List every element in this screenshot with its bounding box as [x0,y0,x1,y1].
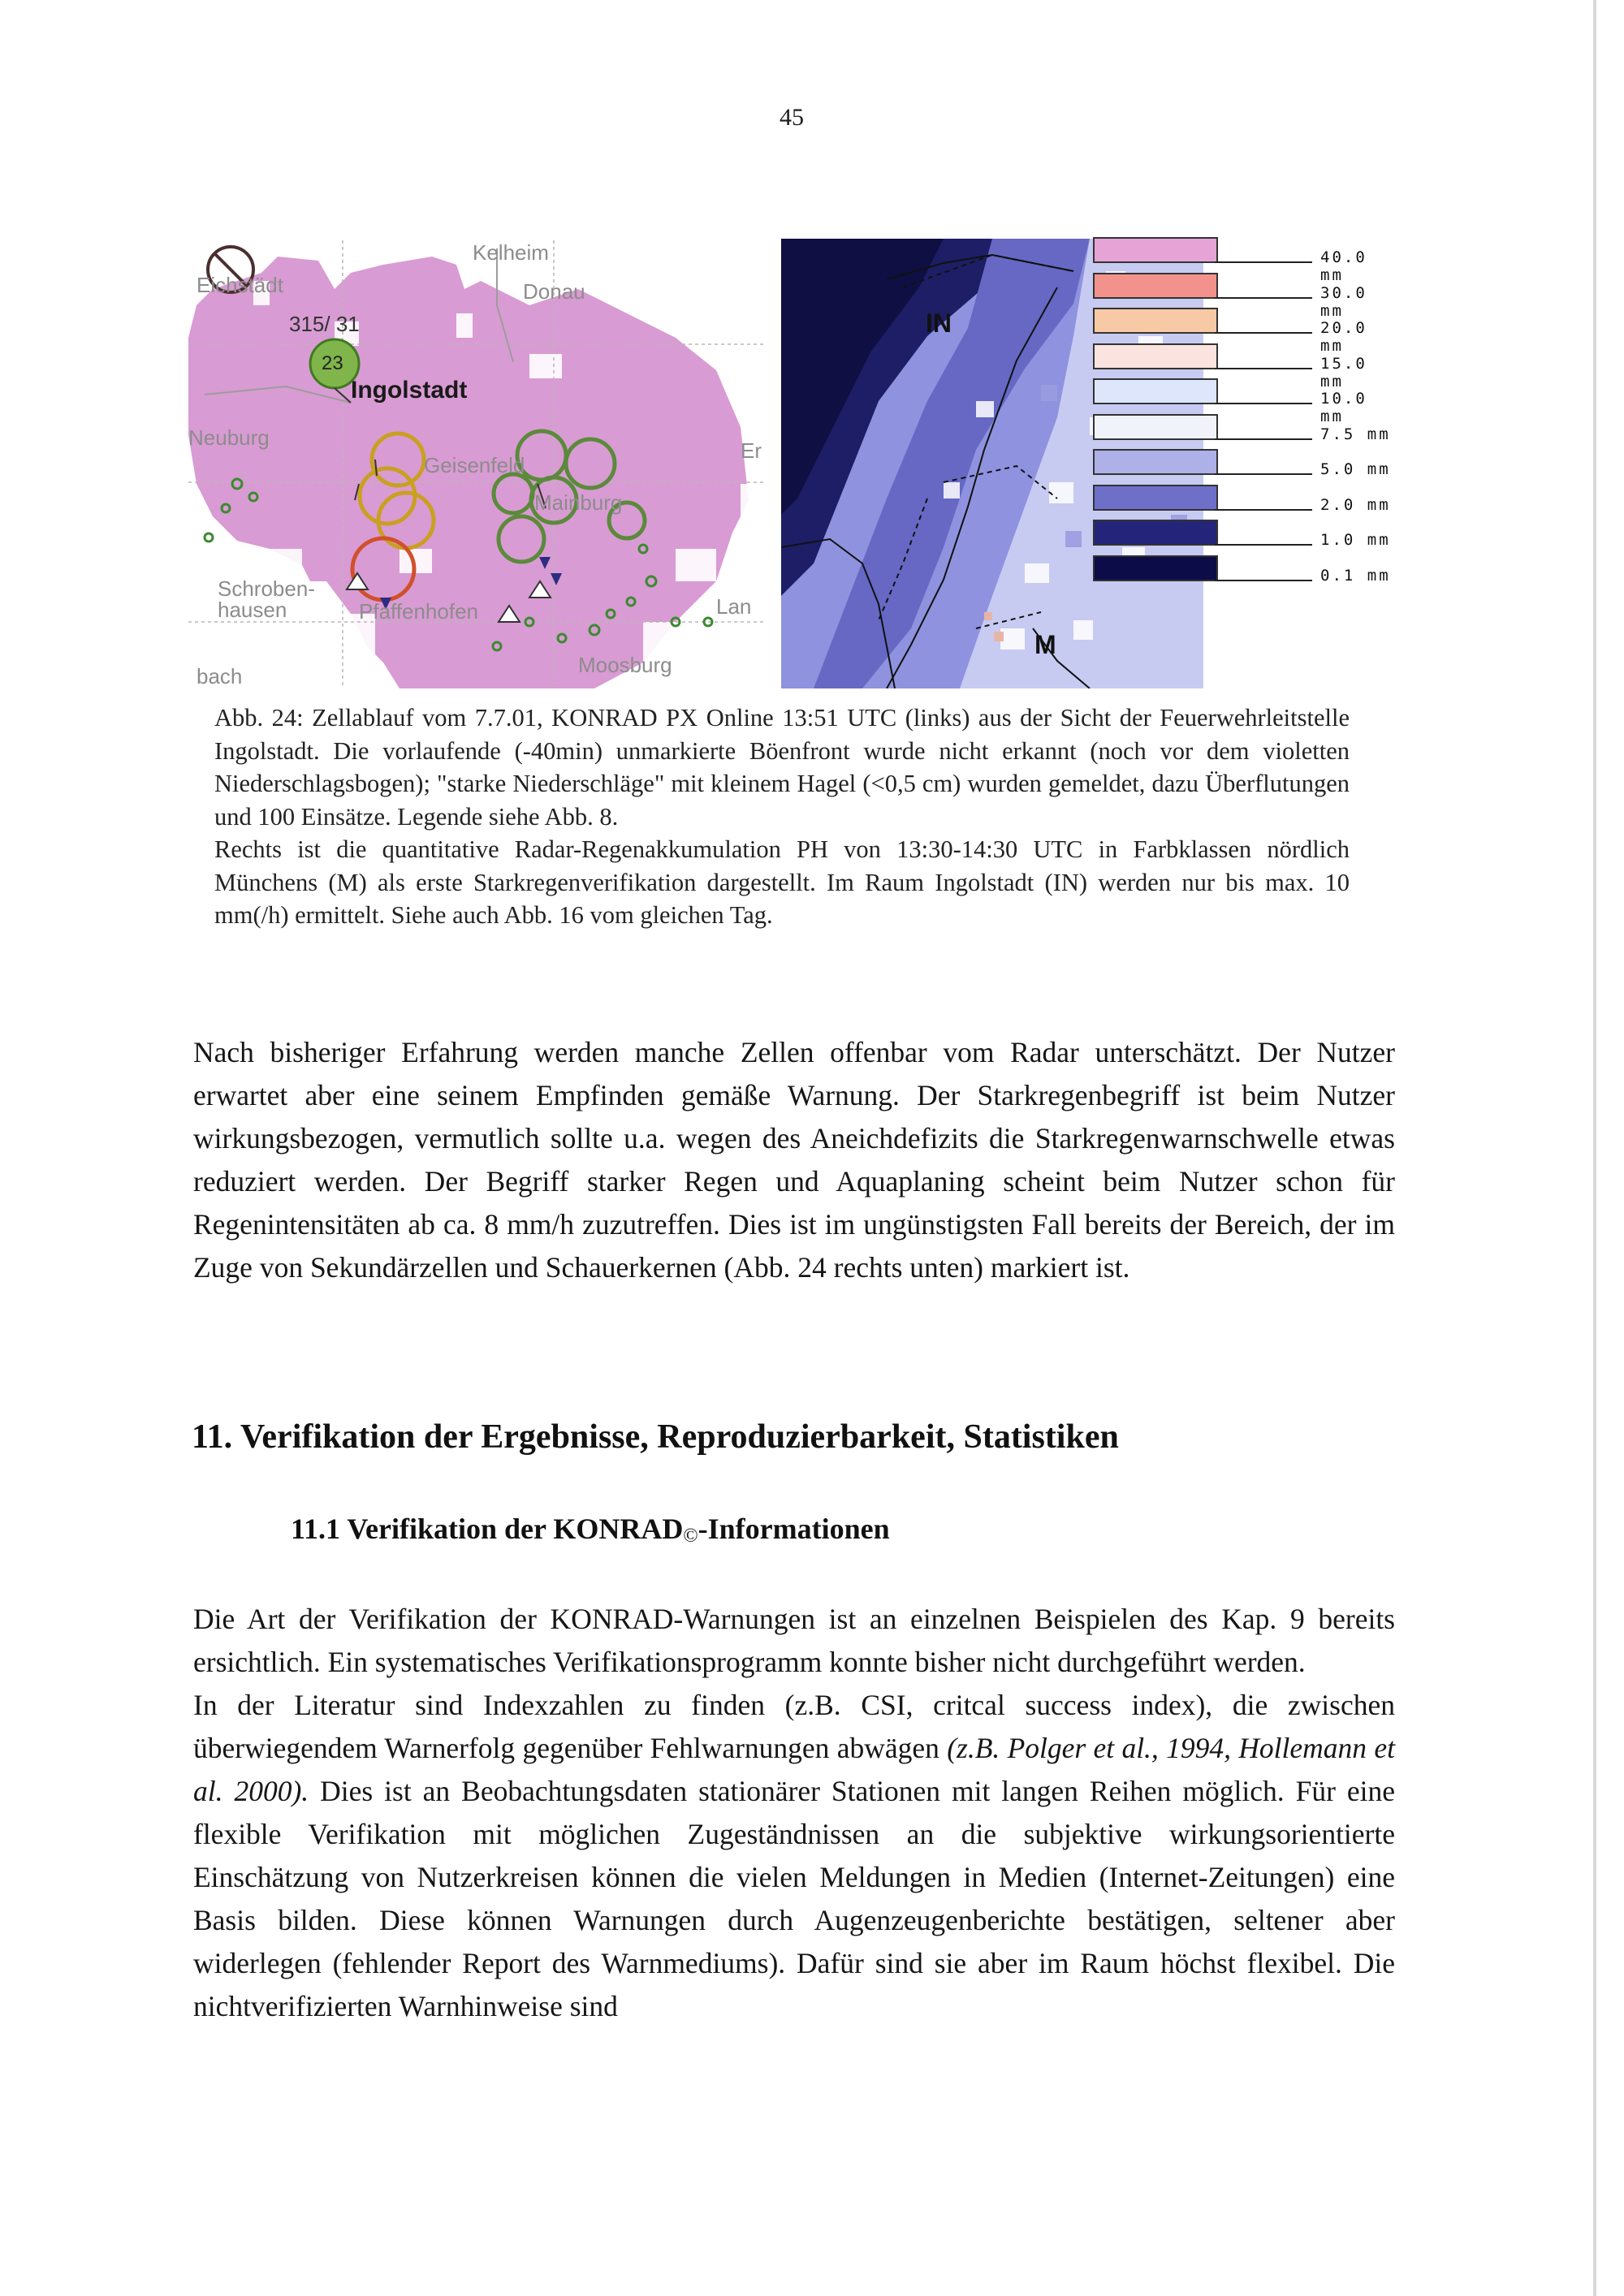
legend-label: 5.0 mm [1320,460,1391,478]
legend-label: 15.0 mm [1320,354,1367,391]
section-heading [192,1418,1119,1457]
label-mainburg: Mainburg [534,490,623,515]
label-schrobenhausen-1: Schroben- [218,576,315,601]
legend-leader-line [1215,473,1312,475]
legend-leader-line [1215,580,1312,581]
legend-swatch [1093,520,1218,546]
caption-paragraph-2: Rechts ist die quantitative Radar-Regenakkumulation PH von 13:30-14:30 UTC in Farbklassen nördlich Münchens (M) als erste Starkregenverifikation dargestellt. Im Raum Ingolstadt (IN) werden nur bis max. 10 mm(/h) ermittelt. Siehe auch Abb. 16 vom gleichen Tag. [214,835,1350,929]
body-paragraph-2-block [193,1598,1395,2028]
legend-swatch [1093,414,1218,440]
label-schrobenhausen-2: hausen [218,598,287,622]
legend-label: 2.0 mm [1320,495,1391,514]
legend-swatch [1093,485,1218,511]
legend-leader-line [1215,403,1312,404]
legend-swatch [1093,308,1218,334]
legend-leader-line [1215,261,1312,263]
legend-label: 20.0 mm [1320,319,1367,355]
legend-label: 10.0 mm [1320,390,1367,425]
section-title: Verifikation der Ergebnisse, Reproduzierbarkeit, Statistiken [240,1418,1119,1456]
legend-label: 0.1 mm [1320,566,1391,585]
legend-swatch [1093,555,1218,581]
section-number: 11. [192,1418,233,1456]
label-bach: bach [197,664,243,688]
body-paragraph-1-block [193,1031,1395,1289]
body-paragraph-1: Nach bisheriger Erfahrung werden manche Zellen offenbar vom Radar unterschätzt. Der Nutzer erwartet aber eine seinem Empfinden gemäße Warnung. Der Starkregenbegriff ist beim Nutzer wirkungsbezogen, vermutlich sollte u.a. wegen des Aneichdefizits die Starkregenwarnschwelle etwas reduziert werden. Der Begriff starker Regen und Aquaplaning scheint beim Nutzer schon für Regenintensitäten ab ca. 8 mm/h zuzutreffen. Dies ist im ungünstigsten Fall bereits der Bereich, der im Zuge von Sekundärzellen und Schauerkernen (Abb. 24 rechts unten) markiert ist. [193,1036,1395,1284]
subsection-heading [291,1512,890,1547]
label-ingolstadt: Ingolstadt [351,377,468,404]
label-neuburg: Neuburg [188,425,270,450]
label-donau: Donau [523,279,585,304]
subsection-title-prefix: 11.1 Verifikation der KONRAD [291,1513,684,1545]
label-cell-number: 23 [322,352,343,374]
konrad-cell-map [188,240,765,688]
figure-caption [214,701,1350,932]
body-paragraph-2: Die Art der Verifikation der KONRAD-Warnungen ist an einzelnen Beispielen des Kap. 9 bereits ersichtlich. Ein systematisches Verifikationsprogramm konnte bisher nicht durchgeführt werden. [193,1603,1395,1678]
legend-leader-line [1215,438,1312,440]
paragraph-3-end: Dies ist an Beobachtungsdaten stationärer Stationen mit langen Reihen möglich. Für eine flexible Verifikation mit möglichen Zugeständnissen an die subjektive wirkungsorientierte Einschätzung von Nutzerkreisen können die vielen Meldungen in Medien (Internet-Zeitungen) eine Basis bilden. Diese können Warnungen durch Augenzeugenberichte bestätigen, seltener aber widerlegen (fehlender Report des Warnmediums). Dafür sind sie aber im Raum höchst flexibel. Die nichtverifizierten Warnhinweise sind [193,1775,1395,2022]
label-moosburg: Moosburg [578,653,672,677]
legend-leader-line [1215,332,1312,334]
legend-leader-line [1215,544,1312,546]
legend-swatch [1093,378,1218,404]
label-landshut-fragment: Lan [716,594,752,619]
legend-swatch [1093,237,1218,263]
caption-paragraph-1: Abb. 24: Zellablauf vom 7.7.01, KONRAD PX Online 13:51 UTC (links) aus der Sicht der Feuerwehrleitstelle Ingolstadt. Die vorlaufende (-40min) unmarkierte Böenfront wurde nicht erkannt (noch vor dem violetten Niederschlagsbogen); "starke Niederschläge" mit kleinem Hagel (<0,5 cm) wurden gemeldet, dazu Überflutungen und 100 Einsätze. Legende siehe Abb. 8. [214,704,1350,831]
page-number: 45 [780,104,804,131]
legend-label: 40.0 mm [1320,248,1367,284]
legend-leader-line [1215,509,1312,511]
legend-leader-line [1215,297,1312,299]
label-erding-fragment: Er [741,438,762,463]
legend-label: 1.0 mm [1320,531,1391,549]
label-eichstaett: Eichstädt [197,273,283,297]
precipitation-legend [1093,237,1402,594]
body-paragraph-3 [193,1684,1395,2028]
legend-swatch [1093,343,1218,369]
subsection-title-suffix: -Informationen [698,1513,890,1545]
label-pfaffenhofen: Pfaffenhofen [359,599,478,624]
label-ingolstadt-in: IN [926,309,952,338]
copyright-symbol: © [683,1526,698,1547]
paragraph-3-citation: (z.B. Polger et al., 1994, Hollemann et al. 2000). [193,1732,1395,1807]
legend-swatch [1093,449,1218,475]
label-muenchen-m: M [1034,630,1056,659]
label-geisenfeld: Geisenfeld [424,453,525,477]
legend-swatch [1093,273,1218,299]
label-cell-id: 315/ 31 [289,312,360,336]
legend-label: 7.5 mm [1320,425,1391,443]
legend-leader-line [1215,368,1312,369]
label-kelheim: Kelheim [473,240,549,265]
legend-label: 30.0 mm [1320,283,1367,320]
paragraph-3-start: In der Literatur sind Indexzahlen zu finden (z.B. CSI, critcal success index), die zwischen überwiegendem Warnerfolg gegenüber Fehlwarnungen abwägen [193,1689,1395,1764]
